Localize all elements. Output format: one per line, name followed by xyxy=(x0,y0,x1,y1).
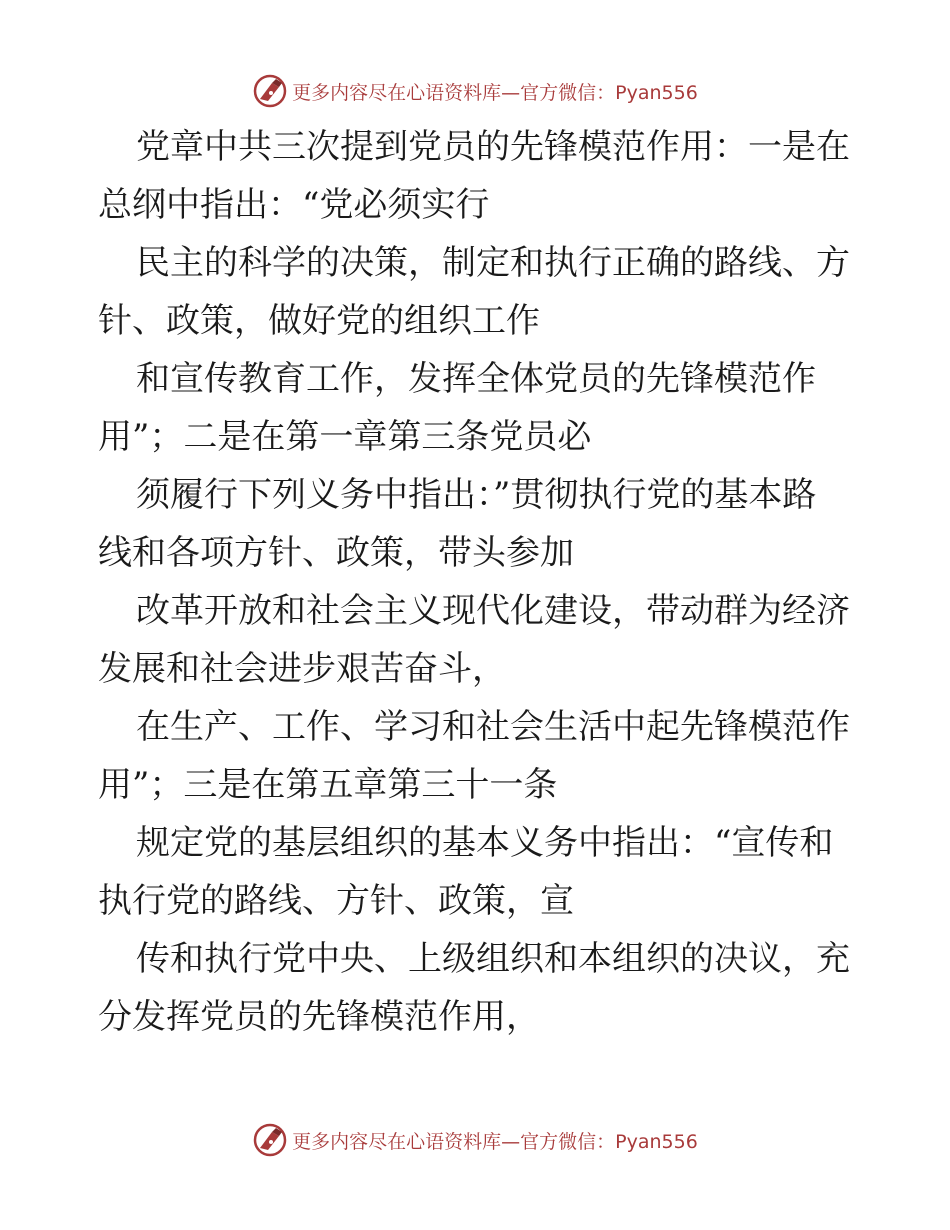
paragraph xyxy=(98,930,858,1046)
paragraph-line: 执行党的路线、方针、政策，宣 xyxy=(98,881,574,921)
paragraph xyxy=(98,234,858,350)
paragraph-line: 在生产、工作、学习和社会生活中起先锋模范作 xyxy=(136,707,850,747)
paragraph-line: 总纲中指出：“党必须实行 xyxy=(98,185,490,225)
paragraph-line: 和宣传教育工作，发挥全体党员的先锋模范作 xyxy=(136,359,816,399)
paragraph-line: 针、政策，做好党的组织工作 xyxy=(98,301,540,341)
document-body xyxy=(98,118,858,1046)
paragraph xyxy=(98,814,858,930)
paragraph xyxy=(98,350,858,466)
paragraph xyxy=(98,118,858,234)
paragraph xyxy=(98,698,858,814)
paragraph-line: 党章中共三次提到党员的先锋模范作用：一是在 xyxy=(136,127,850,167)
paragraph-line: 民主的科学的决策，制定和执行正确的路线、方 xyxy=(136,243,850,283)
header-banner xyxy=(0,69,950,113)
paragraph-line: 分发挥党员的先锋模范作用， xyxy=(98,997,540,1037)
paragraph xyxy=(98,582,858,698)
paragraph-line: 用”；三是在第五章第三十一条 xyxy=(98,765,558,805)
pen-nib-logo-icon xyxy=(252,73,288,109)
footer-banner-text: 更多内容尽在心语资料库—官方微信：Pyan556 xyxy=(292,1130,698,1153)
paragraph-line: 规定党的基层组织的基本义务中指出：“宣传和 xyxy=(136,823,834,863)
paragraph-line: 传和执行党中央、上级组织和本组织的决议，充 xyxy=(136,939,850,979)
paragraph-line: 发展和社会进步艰苦奋斗， xyxy=(98,649,506,689)
paragraph-line: 线和各项方针、政策，带头参加 xyxy=(98,533,574,573)
paragraph-line: 须履行下列义务中指出：”贯彻执行党的基本路 xyxy=(136,475,817,515)
paragraph-line: 改革开放和社会主义现代化建设，带动群为经济 xyxy=(136,591,850,631)
footer-banner xyxy=(0,1118,950,1162)
paragraph xyxy=(98,466,858,582)
header-banner-text: 更多内容尽在心语资料库—官方微信：Pyan556 xyxy=(292,81,698,104)
pen-nib-logo-icon xyxy=(252,1122,288,1158)
paragraph-line: 用”；二是在第一章第三条党员必 xyxy=(98,417,592,457)
